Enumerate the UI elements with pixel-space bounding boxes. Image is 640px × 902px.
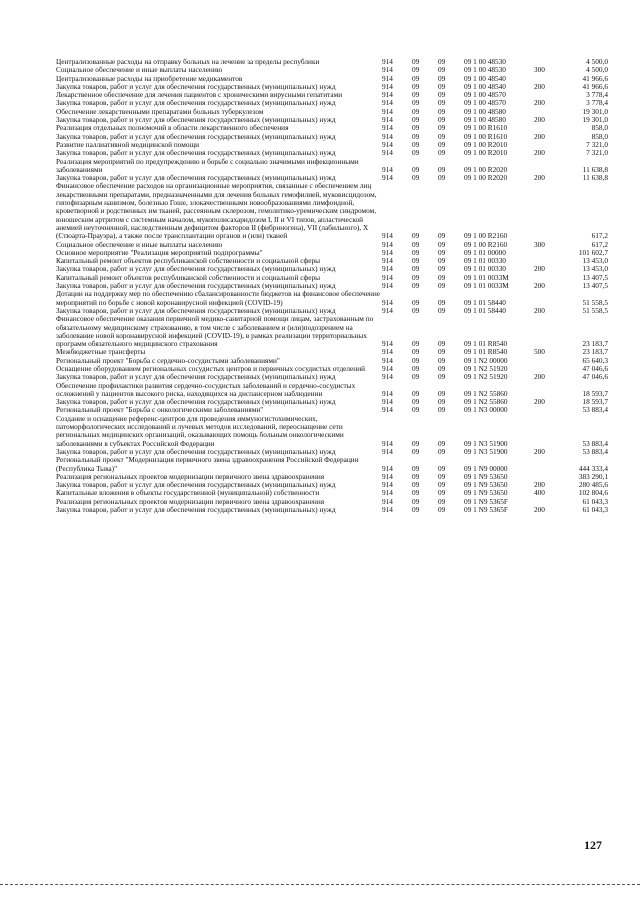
row-section-code: 09 (412, 372, 420, 382)
row-expense-type-code (534, 249, 558, 257)
row-name: Закупка товаров, работ и услуг для обеспечения государственных (муниципальных) нужд (56, 264, 336, 274)
row-ved-code: 914 (382, 231, 393, 241)
row-subsection-code: 09 (438, 488, 446, 498)
row-amount: 18 593,7 (582, 397, 608, 407)
row-ved-code: 914 (382, 405, 393, 415)
row-section-code: 09 (412, 239, 420, 249)
row-target-code: 09 1 01 R8540 (464, 347, 508, 357)
row-name: Закупка товаров, работ и услуг для обеспечения государственных (муниципальных) нужд (56, 81, 336, 91)
row-ved-code: 914 (382, 264, 393, 274)
row-subsection-code: 09 (438, 347, 446, 357)
row-section-code: 09 (412, 164, 420, 174)
row-expense-type-code (534, 415, 558, 448)
row-subsection-code: 09 (438, 372, 446, 382)
row-target-code: 09 1 N9 53650 (464, 471, 508, 481)
row-name: Реализация региональных проектов модернизации первичного звена здравоохранения (56, 471, 325, 481)
row-amount: 4 500,0 (586, 65, 608, 75)
row-target-code: 09 1 00 R1610 (464, 131, 508, 141)
row-amount: 61 043,3 (582, 505, 608, 515)
row-expense-type-code: 500 (534, 347, 545, 357)
row-subsection-code: 09 (438, 73, 446, 83)
row-subsection-code: 09 (438, 115, 446, 125)
row-section-code: 09 (412, 397, 420, 407)
row-section-code: 09 (412, 405, 420, 415)
row-name: Закупка товаров, работ и услуг для обеспечения государственных (муниципальных) нужд (56, 305, 336, 315)
row-subsection-code: 09 (438, 164, 446, 174)
row-name: Реализация региональных проектов модернизации первичного звена здравоохранения (56, 496, 325, 506)
row-name: Реализация отдельных полномочий в области лекарственного обеспечения (56, 123, 289, 133)
row-target-code: 09 1 01 58440 (464, 297, 506, 307)
row-target-code: 09 1 00 48530 (464, 57, 506, 66)
row-ved-code: 914 (382, 397, 393, 407)
row-amount: 51 558,5 (582, 297, 608, 307)
row-target-code: 09 1 00 48540 (464, 73, 506, 83)
row-expense-type-code: 300 (534, 239, 545, 249)
row-section-code: 09 (412, 57, 420, 66)
row-ved-code: 914 (382, 446, 393, 456)
row-amount: 101 602,7 (578, 247, 608, 257)
row-ved-code: 914 (382, 148, 393, 158)
row-expense-type-code (534, 456, 558, 473)
row-expense-type-code (534, 406, 558, 414)
row-ved-code: 914 (382, 463, 393, 473)
row-amount: 4 500,0 (586, 57, 608, 66)
row-name: Социальное обеспечение и иные выплаты населению (56, 239, 223, 249)
budget-table-body (56, 58, 608, 514)
row-target-code: 09 1 01 R8540 (464, 339, 508, 349)
footer-scan-line (0, 884, 640, 885)
row-section-code: 09 (412, 272, 420, 282)
row-target-code: 09 1 00 R2010 (464, 148, 508, 158)
row-target-code: 09 1 00 R2010 (464, 139, 508, 149)
row-section-code: 09 (412, 281, 420, 291)
row-section-code: 09 (412, 305, 420, 315)
row-expense-type-code: 200 (534, 115, 545, 125)
row-amount: 23 183,7 (582, 339, 608, 349)
row-target-code: 09 1 N2 55860 (464, 397, 508, 407)
row-ved-code: 914 (382, 131, 393, 141)
row-expense-type-code: 200 (534, 372, 545, 382)
row-target-code: 09 1 00 R2020 (464, 164, 508, 174)
row-target-code: 09 1 00 48570 (464, 90, 506, 100)
row-target-code: 09 1 N9 00000 (464, 463, 508, 473)
row-name: Закупка товаров, работ и услуг для обеспечения государственных (муниципальных) нужд (56, 505, 336, 515)
table-row (56, 158, 608, 175)
page-number: 127 (584, 838, 602, 852)
row-name: Лекарственное обеспечение для лечения пациентов с хроническими вирусными гепатитами (56, 90, 343, 100)
row-target-code: 09 1 N2 00000 (464, 355, 508, 365)
row-name: Реализация мероприятий по предупреждению и борьбе с социально значимыми инфекционными заболеваниями (56, 156, 359, 174)
row-subsection-code: 09 (438, 131, 446, 141)
row-expense-type-code: 200 (534, 264, 545, 274)
row-name: Закупка товаров, работ и услуг для обеспечения государственных (муниципальных) нужд (56, 480, 336, 490)
row-subsection-code: 09 (438, 397, 446, 407)
row-amount: 383 290,1 (578, 471, 608, 481)
row-subsection-code: 09 (438, 57, 446, 66)
row-amount: 13 453,0 (582, 256, 608, 266)
row-ved-code: 914 (382, 388, 393, 398)
row-name: Дотации на поддержку мер по обеспечению сбалансированности бюджетов на финансовое обеспечение мероприятий по борьбе с новой коронавирусной инфекцией (COVID-19) (56, 289, 380, 307)
row-expense-type-code (534, 382, 558, 399)
row-section-code: 09 (412, 505, 420, 515)
row-expense-type-code (534, 158, 558, 175)
table-row (56, 415, 608, 448)
row-subsection-code: 09 (438, 272, 446, 282)
row-name: Централизованные расходы на приобретение медикаментов (56, 73, 243, 83)
table-row (56, 456, 608, 473)
row-amount: 617,2 (591, 231, 608, 241)
row-name: Закупка товаров, работ и услуг для обеспечения государственных (муниципальных) нужд (56, 173, 336, 183)
row-amount: 617,2 (591, 239, 608, 249)
row-target-code: 09 1 N3 51900 (464, 446, 508, 456)
row-subsection-code: 09 (438, 305, 446, 315)
row-ved-code: 914 (382, 272, 393, 282)
row-subsection-code: 09 (438, 463, 446, 473)
row-subsection-code: 09 (438, 247, 446, 257)
row-name: Региональный проект "Модернизация первичного звена здравоохранения Российской Федерации (Республика Тыва)" (56, 455, 359, 473)
row-section-code: 09 (412, 297, 420, 307)
row-amount: 858,0 (591, 123, 608, 133)
budget-table (56, 58, 608, 514)
row-amount: 11 638,8 (582, 164, 608, 174)
row-section-code: 09 (412, 339, 420, 349)
row-ved-code: 914 (382, 65, 393, 75)
row-section-code: 09 (412, 106, 420, 116)
table-row (56, 382, 608, 399)
row-amount: 858,0 (591, 131, 608, 141)
row-ved-code: 914 (382, 115, 393, 125)
row-amount: 13 453,0 (582, 264, 608, 274)
row-amount: 47 046,6 (582, 363, 608, 373)
row-subsection-code: 09 (438, 173, 446, 183)
row-ved-code: 914 (382, 355, 393, 365)
row-target-code: 09 1 01 00330 (464, 264, 506, 274)
row-amount: 280 485,6 (578, 480, 608, 490)
row-subsection-code: 09 (438, 139, 446, 149)
row-target-code: 09 1 01 58440 (464, 305, 506, 315)
row-section-code: 09 (412, 90, 420, 100)
row-target-code: 09 1 00 48580 (464, 106, 506, 116)
row-subsection-code: 09 (438, 148, 446, 158)
row-ved-code: 914 (382, 164, 393, 174)
row-amount: 19 301,0 (582, 115, 608, 125)
row-subsection-code: 09 (438, 363, 446, 373)
row-name: Создание и оснащение референс-центров для проведения иммуногистохимических, патоморфологических исследований и лучевых методов исследований, переоснащение сети региональных медицинских организаций, оказывающих помощь больным онкологическими заболеваниями в субъектах Российской Федерации (56, 413, 344, 448)
row-amount: 47 046,6 (582, 372, 608, 382)
row-expense-type-code: 200 (534, 131, 545, 141)
row-ved-code: 914 (382, 239, 393, 249)
row-name: Обеспечение профилактики развития сердечно-сосудистых заболеваний и сердечно-сосудистых осложнений у пациентов высокого риска, находящихся на диспансерном наблюдении (56, 380, 356, 398)
row-expense-type-code: 200 (534, 480, 545, 490)
row-name: Социальное обеспечение и иные выплаты населению (56, 65, 223, 75)
row-target-code: 09 1 00 R2020 (464, 173, 508, 183)
row-ved-code: 914 (382, 339, 393, 349)
row-name: Закупка товаров, работ и услуг для обеспечения государственных (муниципальных) нужд (56, 281, 336, 291)
row-name: Закупка товаров, работ и услуг для обеспечения государственных (муниципальных) нужд (56, 372, 336, 382)
row-ved-code: 914 (382, 57, 393, 66)
row-name: Капитальный ремонт объектов республиканской собственности и социальной сферы (56, 256, 321, 266)
row-name: Закупка товаров, работ и услуг для обеспечения государственных (муниципальных) нужд (56, 131, 336, 141)
row-section-code: 09 (412, 355, 420, 365)
row-expense-type-code: 200 (534, 148, 545, 158)
row-section-code: 09 (412, 81, 420, 91)
row-expense-type-code: 200 (534, 446, 545, 456)
row-amount: 53 883,4 (582, 446, 608, 456)
row-ved-code: 914 (382, 305, 393, 315)
row-target-code: 09 1 N9 5365F (464, 505, 508, 515)
row-subsection-code: 09 (438, 355, 446, 365)
row-expense-type-code: 200 (534, 173, 545, 183)
row-amount: 7 321,0 (586, 139, 608, 149)
row-ved-code: 914 (382, 106, 393, 116)
row-target-code: 09 1 N3 51900 (464, 438, 508, 448)
table-row (56, 506, 608, 514)
row-name: Финансовое обеспечение оказания первичной медико-санитарной помощи лицам, застрахованным по обязательному медицинскому страхованию, в том числе с заболеванием и (или)подозрением на заболевание новой коронавирусной инфекцией (COVID-19), в рамках реализации территориальных программ обязательного медицинского страхования (56, 314, 374, 349)
row-subsection-code: 09 (438, 496, 446, 506)
row-amount: 444 333,4 (578, 463, 608, 473)
row-ved-code: 914 (382, 496, 393, 506)
row-section-code: 09 (412, 438, 420, 448)
row-ved-code: 914 (382, 90, 393, 100)
row-ved-code: 914 (382, 372, 393, 382)
row-amount: 7 321,0 (586, 148, 608, 158)
row-ved-code: 914 (382, 488, 393, 498)
row-subsection-code: 09 (438, 98, 446, 108)
row-ved-code: 914 (382, 438, 393, 448)
row-expense-type-code (534, 182, 558, 240)
row-amount: 3 778,4 (586, 90, 608, 100)
row-expense-type-code: 200 (534, 281, 545, 291)
row-ved-code: 914 (382, 173, 393, 183)
row-ved-code: 914 (382, 347, 393, 357)
row-ved-code: 914 (382, 139, 393, 149)
row-ved-code: 914 (382, 73, 393, 83)
row-amount: 53 883,4 (582, 438, 608, 448)
row-name: Межбюджетные трансферты (56, 347, 146, 357)
row-subsection-code: 09 (438, 438, 446, 448)
row-target-code: 09 1 00 48540 (464, 81, 506, 91)
table-row (56, 315, 608, 348)
row-name: Региональный проект "Борьба с онкологическими заболеваниями" (56, 405, 264, 415)
row-section-code: 09 (412, 73, 420, 83)
table-row (56, 290, 608, 307)
row-section-code: 09 (412, 148, 420, 158)
row-section-code: 09 (412, 98, 420, 108)
row-expense-type-code (534, 357, 558, 365)
row-ved-code: 914 (382, 256, 393, 266)
row-subsection-code: 09 (438, 480, 446, 490)
row-target-code: 09 1 01 0033M (464, 281, 509, 291)
row-ved-code: 914 (382, 281, 393, 291)
row-section-code: 09 (412, 115, 420, 125)
row-section-code: 09 (412, 247, 420, 257)
row-ved-code: 914 (382, 505, 393, 515)
row-amount: 19 301,0 (582, 106, 608, 116)
row-section-code: 09 (412, 65, 420, 75)
row-target-code: 09 1 00 48530 (464, 65, 506, 75)
table-row (56, 182, 608, 240)
row-section-code: 09 (412, 231, 420, 241)
row-name: Закупка товаров, работ и услуг для обеспечения государственных (муниципальных) нужд (56, 148, 336, 158)
row-target-code: 09 1 00 R2160 (464, 239, 508, 249)
row-expense-type-code: 200 (534, 98, 545, 108)
row-target-code: 09 1 N3 00000 (464, 405, 508, 415)
row-subsection-code: 09 (438, 81, 446, 91)
row-amount: 41 966,6 (582, 73, 608, 83)
row-amount: 65 640,3 (582, 355, 608, 365)
row-expense-type-code: 200 (534, 397, 545, 407)
row-amount: 102 804,6 (578, 488, 608, 498)
row-ved-code: 914 (382, 363, 393, 373)
row-subsection-code: 09 (438, 123, 446, 133)
row-name: Закупка товаров, работ и услуг для обеспечения государственных (муниципальных) нужд (56, 115, 336, 125)
row-expense-type-code: 400 (534, 488, 545, 498)
row-subsection-code: 09 (438, 256, 446, 266)
row-expense-type-code (534, 315, 558, 348)
row-subsection-code: 09 (438, 297, 446, 307)
row-name: Капитальный ремонт объектов республиканской собственности и социальной сферы (56, 272, 321, 282)
row-target-code: 09 1 N9 5365F (464, 496, 508, 506)
row-subsection-code: 09 (438, 339, 446, 349)
row-target-code: 09 1 N2 51920 (464, 372, 508, 382)
row-name: Развитие паллиативной медицинской помощи (56, 139, 200, 149)
row-subsection-code: 09 (438, 264, 446, 274)
row-amount: 53 883,4 (582, 405, 608, 415)
row-target-code: 09 1 00 R1610 (464, 123, 508, 133)
row-name: Капитальные вложения в объекты государственной (муниципальной) собственности (56, 488, 320, 498)
row-section-code: 09 (412, 131, 420, 141)
row-target-code: 09 1 01 00330 (464, 256, 506, 266)
row-target-code: 09 1 N9 53650 (464, 488, 508, 498)
row-target-code: 09 1 00 48580 (464, 115, 506, 125)
row-target-code: 09 1 01 00000 (464, 247, 506, 257)
row-amount: 61 043,3 (582, 496, 608, 506)
row-amount: 18 593,7 (582, 388, 608, 398)
row-target-code: 09 1 N2 51920 (464, 363, 508, 373)
row-target-code: 09 1 01 0033M (464, 272, 509, 282)
row-subsection-code: 09 (438, 65, 446, 75)
row-subsection-code: 09 (438, 505, 446, 515)
row-section-code: 09 (412, 256, 420, 266)
row-section-code: 09 (412, 139, 420, 149)
row-amount: 41 966,6 (582, 81, 608, 91)
row-subsection-code: 09 (438, 106, 446, 116)
row-ved-code: 914 (382, 471, 393, 481)
row-section-code: 09 (412, 463, 420, 473)
row-name: Финансовое обеспечение расходов на организационные мероприятия, связанные с обеспечением лиц лекарственными препаратами, предназначенными для лечения больных гемофилией, муковисцидозом, гипофизарным нанизмом, болезнью Гоше, злокачественными новообразованиями лимфоидной, кроветворной и родственных им тканей, рассеянным склерозом, гемолитико-уремическим синдромом, юношеским артритом с системным началом, мукополисахаридозом I, II и VI типов, апластической анемией неуточненной, наследственным дефицитом факторов II (фибриногена), VII (лабильного), X (Стюарта-Прауэра), а также после трансплантации органов и (или) тканей (56, 181, 377, 241)
row-target-code: 09 1 N2 55860 (464, 388, 508, 398)
row-ved-code: 914 (382, 480, 393, 490)
row-subsection-code: 09 (438, 90, 446, 100)
row-section-code: 09 (412, 496, 420, 506)
row-ved-code: 914 (382, 247, 393, 257)
row-target-code: 09 1 00 48570 (464, 98, 506, 108)
row-amount: 13 407,5 (582, 272, 608, 282)
row-section-code: 09 (412, 264, 420, 274)
row-section-code: 09 (412, 363, 420, 373)
row-subsection-code: 09 (438, 239, 446, 249)
row-expense-type-code: 300 (534, 65, 545, 75)
row-section-code: 09 (412, 446, 420, 456)
row-subsection-code: 09 (438, 446, 446, 456)
row-amount: 51 558,5 (582, 305, 608, 315)
row-expense-type-code: 200 (534, 81, 545, 91)
row-section-code: 09 (412, 471, 420, 481)
row-ved-code: 914 (382, 98, 393, 108)
row-expense-type-code: 200 (534, 505, 545, 515)
row-name: Закупка товаров, работ и услуг для обеспечения государственных (муниципальных) нужд (56, 98, 336, 108)
row-name: Оснащение оборудованием региональных сосудистых центров и первичных сосудистых отделений (56, 363, 366, 373)
row-section-code: 09 (412, 480, 420, 490)
row-amount: 3 778,4 (586, 98, 608, 108)
row-amount: 23 183,7 (582, 347, 608, 357)
row-ved-code: 914 (382, 123, 393, 133)
row-section-code: 09 (412, 388, 420, 398)
row-subsection-code: 09 (438, 281, 446, 291)
row-expense-type-code (534, 290, 558, 307)
row-section-code: 09 (412, 347, 420, 357)
row-name: Централизованные расходы на отправку больных на лечение за пределы республики (56, 57, 320, 66)
row-amount: 11 638,8 (582, 173, 608, 183)
row-expense-type-code: 200 (534, 305, 545, 315)
row-subsection-code: 09 (438, 231, 446, 241)
row-section-code: 09 (412, 173, 420, 183)
row-subsection-code: 09 (438, 471, 446, 481)
row-amount: 13 407,5 (582, 281, 608, 291)
row-name: Обеспечение лекарственными препаратами больных туберкулезом (56, 106, 264, 116)
row-subsection-code: 09 (438, 388, 446, 398)
row-name: Региональный проект "Борьба с сердечно-сосудистыми заболеваниями" (56, 355, 280, 365)
row-name: Основное мероприятие "Реализация мероприятий подпрограммы" (56, 247, 263, 257)
row-target-code: 09 1 N9 53650 (464, 480, 508, 490)
row-subsection-code: 09 (438, 405, 446, 415)
row-target-code: 09 1 00 R2160 (464, 231, 508, 241)
row-name: Закупка товаров, работ и услуг для обеспечения государственных (муниципальных) нужд (56, 446, 336, 456)
row-ved-code: 914 (382, 297, 393, 307)
row-name: Закупка товаров, работ и услуг для обеспечения государственных (муниципальных) нужд (56, 397, 336, 407)
row-section-code: 09 (412, 123, 420, 133)
row-section-code: 09 (412, 488, 420, 498)
row-ved-code: 914 (382, 81, 393, 91)
